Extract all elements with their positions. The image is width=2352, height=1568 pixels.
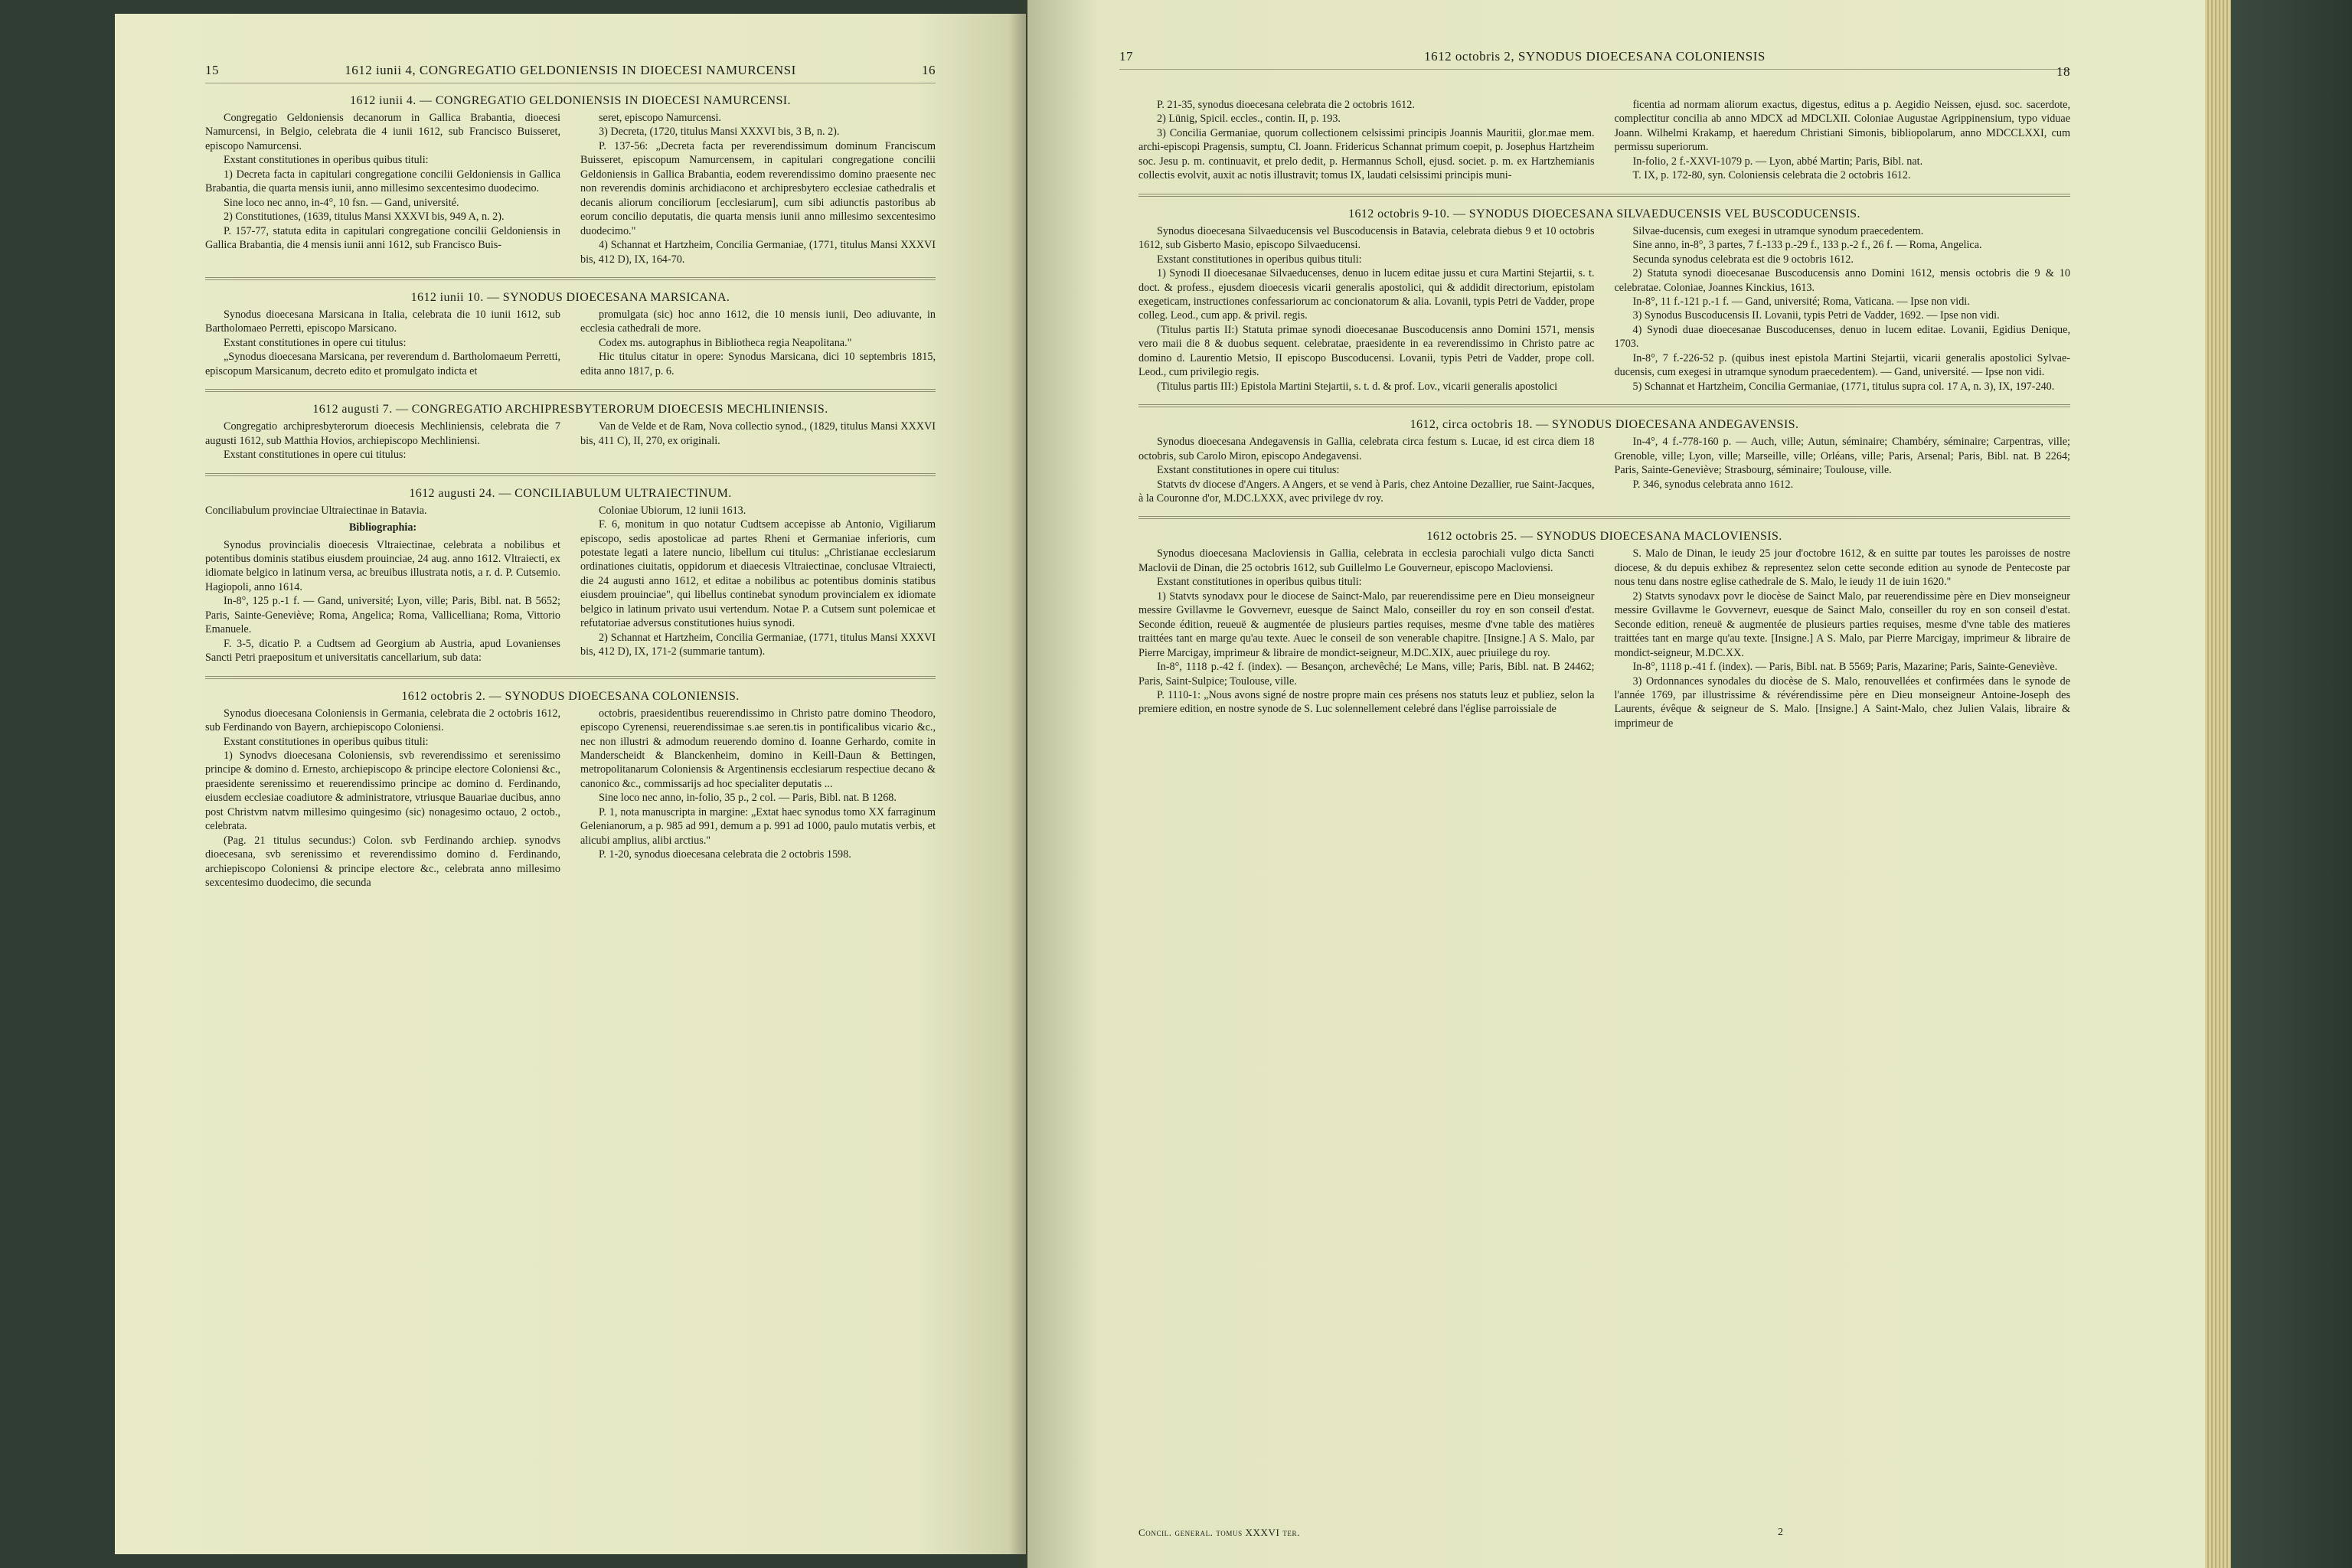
footer-signature: Concil. general. tomus XXXVI ter. [1138,1527,1300,1538]
paragraph: Synodus dioecesana Silvaeducensis vel Buscoducensis in Batavia, celebrata diebus 9 et 10 octobris 1612, sub Gisberto Masio, episcopo Silvaeducensi. [1138,224,1595,252]
entry-column-2 [1615,98,2071,183]
running-head-right [1119,38,2070,79]
paragraph: In-8°, 11 f.-121 p.-1 f. — Gand, université; Roma, Vaticana. — Ipse non vidi. [1632,295,1970,308]
paragraph: In-folio, 2 f.-XXVI-1079 p. — Lyon, abbé Martin; Paris, Bibl. nat. [1632,155,1923,168]
page-edges [2205,0,2231,1568]
paragraph: (Titulus partis II:) Statuta primae synodi dioecesanae Buscoducensis anno Domini 1571, mensis vero maii die 8 & duobus sequent. celebratae, praesidente in ea reverendissimo in Christo patre ac domino d. Laurentio Metsio, II episcopo Buscoducensi. Lovanii, typis Petri de Vadder, prope coll. Leod., cum privilegio regis. [1138,323,1595,379]
entry-column-2 [580,504,936,665]
entry-column-1 [205,308,560,378]
paragraph: F. 6, monitum in quo notatur Cudtsem accepisse ab Antonio, Vigiliarum episcopo, sedis apostolicae ad partes Rheni et Germaniae inferioris, cum potestate legati a latere nuncio, libellum cui titulus: „Christianae ecclesiarum ordinationes ciuitatis, oppidorum et diaecesis Vltraiectinae, conclusae Vltraiecti, die 24 augusti anno 1612, et editae a nobilibus ac potentibus dominis statibus eiusdem prouinciae", qui libellus continebat synodum provincialem ex idiomate belgico in latinum privato usui vertendum. Notae P. a Cutsem sunt polemicae et refutatoriae adversus constitutiones huius synodi. [580,518,936,630]
paragraph: Exstant constitutiones in operibus quibus tituli: [1157,576,1362,589]
entry-columns [205,111,936,266]
entry [1138,418,2070,505]
paragraph: P. 1-20, synodus dioecesana celebrata die 2 octobris 1598. [599,848,851,861]
paragraph: P. 346, synodus celebrata anno 1612. [1632,478,1794,491]
column-number: 18 [2056,64,2070,79]
paragraph: 3) Ordonnances synodales du diocèse de S. Malo, renouvellées et confirmées dans le synode de l'année 1769, par illustrissime & révérendissime père en Dieu monseigneur Antoine-Joseph des Laurents, évêque & seigneur de S. Malo. [Insigne.] A Saint-Malo, chez Julien Valais, libraire & imprimeur de [1614,675,2070,730]
section-divider [205,676,936,679]
entry [205,690,936,890]
section-divider [1138,404,2070,407]
entry-column-2 [1615,224,2071,394]
entry-title: 1612 octobris 2. — SYNODUS DIOECESANA COLONIENSIS. [401,689,740,703]
paragraph: 5) Schannat et Hartzheim, Concilia Germaniae, (1771, titulus supra col. 17 A, n. 3), IX, 197-240. [1632,380,2055,393]
paragraph: Exstant constitutiones in operibus quibus tituli: [224,735,429,748]
entry-column-1 [205,707,560,890]
entry-column-2 [580,308,936,378]
paragraph: F. 3-5, dicatio P. a Cudtsem ad Georgium ab Austria, apud Lovanienses Sancti Petri praepositum et universitatis cancellarium, sub data: [205,637,560,665]
paragraph: Codex ms. autographus in Bibliotheca regia Neapolitana." [599,336,852,349]
entry [205,94,936,266]
entry-title: 1612 augusti 7. — CONGREGATIO ARCHIPRESBYTERORUM DIOECESIS MECHLINIENSIS. [312,403,828,416]
paragraph: Exstant constitutiones in opere cui titulus: [1157,464,1340,477]
page-number: 17 [1119,49,1133,64]
paragraph: 3) Concilia Germaniae, quorum collectionem celsissimi principis Joannis Mauritii, glor.mae mem. archi-episcopi Pragensis, sumptu, Cl. Joann. Fridericus Schannat primum coepit, p. Josephus Hartzheim soc. Jesu p. m. continuavit, et prelo dedit, p. Hermannus Scholl, ejusd. societ. p. m. ex Hartzhemianis collectis evolvit, auxit ac notis illustravit; tomus IX, laudati celsissimi principis muni- [1138,126,1595,182]
entry-column-1 [1138,98,1595,183]
paragraph: 1) Decreta facta in capitulari congregatione concilii Geldoniensis in Gallica Brabantia, die quarta mensis iunii, anno millesimo sexcentesimo duodecimo. [205,168,560,195]
paragraph: S. Malo de Dinan, le ieudy 25 jour d'octobre 1612, & en suitte par toutes les paroisses de nostre diocese, & du depuis exhibez & representez selon cette seconde edition au synode de Pentecoste par nous tenu dans nostre eglise cathedrale de S. Malo, le ieudy 11 de iuin 1620." [1614,547,2070,589]
section-divider [205,277,936,280]
entry-column-2 [1615,547,2071,730]
paragraph: Coloniae Ubiorum, 12 iunii 1613. [599,504,746,517]
entry-column-2 [580,420,936,462]
paragraph: 4) Synodi duae dioecesanae Buscoducenses, denuo in lucem editae. Lovanii, Egidius Denique, 1703. [1614,323,2070,351]
entry-column-1 [1138,224,1595,394]
column-number: 16 [922,63,936,77]
paragraph: octobris, praesidentibus reuerendissimo in Christo patre domino Theodoro, episcopo Cyrenensi, reuerendissimae s.ae seren.tis in pontificalibus vicario &c., nec non illustri & admodum reuerendo domino d. Ioanne Gerhardo, comite in Manderscheidt & Blanckenheim, domino in Keill-Daun & Bettingen, metropolitanarum Coloniensis & Argentinensis ecclesiarum respectiue decano & canonico &c., commissarijs ad hoc specialiter deputatis ... [580,707,936,790]
paragraph: Congregatio Geldoniensis decanorum in Gallica Brabantia, dioecesi Namurcensi, in Belgio, celebrata die 4 iunii 1612, sub Francisco Buisseret, episcopo Namurcensi. [205,112,560,152]
entry-title: 1612 augusti 24. — CONCILIABULUM ULTRAIECTINUM. [409,486,732,500]
paragraph: Sine loco nec anno, in-folio, 35 p., 2 col. — Paris, Bibl. nat. B 1268. [599,792,897,805]
running-title: 1612 iunii 4, CONGREGATIO GELDONIENSIS IN DIOECESI NAMURCENSI [345,63,796,77]
paragraph: In-8°, 125 p.-1 f. — Gand, université; Lyon, ville; Paris, Bibl. nat. B 5652; Paris, Sainte-Geneviève; Roma, Angelica; Roma, Vallicelliana; Roma, Vittorio Emanuele. [205,595,560,636]
entry-columns [1138,98,2070,183]
gathering-mark: 2 [1778,1527,1783,1538]
paragraph: 2) Schannat et Hartzheim, Concilia Germaniae, (1771, titulus Mansi XXXVI bis, 412 D), IX, 171-2 (summarie tantum). [580,631,936,658]
paragraph: Sine loco nec anno, in-4°, 10 fsn. — Gand, université. [224,196,459,209]
entry [1138,98,2070,183]
paragraph: In-8°, 1118 p.-42 f. (index). — Besançon, archevêché; Le Mans, ville; Paris, Bibl. nat. B 24462; Paris, Saint-Sulpice; Toulouse, ville. [1138,661,1595,688]
entry [205,291,936,378]
paragraph: P. 21-35, synodus dioecesana celebrata die 2 octobris 1612. [1157,99,1415,111]
entry-title: 1612, circa octobris 18. — SYNODUS DIOECESANA ANDEGAVENSIS. [1410,418,1799,432]
paragraph: promulgata (sic) hoc anno 1612, die 10 mensis iunii, Deo adiuvante, in ecclesia cathedrali de more. [580,308,936,335]
entry [205,487,936,665]
page-number: 15 [205,63,219,77]
entry-title: 1612 octobris 9-10. — SYNODUS DIOECESANA SILVAEDUCENSIS VEL BUSCODUCENSIS. [1348,207,1860,220]
paragraph: Exstant constitutiones in operibus quibus tituli: [1157,253,1362,266]
paragraph: 3) Decreta, (1720, titulus Mansi XXXVI bis, 3 B, n. 2). [599,126,840,139]
entry-column-1 [1138,547,1595,730]
paragraph: 2) Lünig, Spicil. eccles., contin. II, p. 193. [1157,113,1341,126]
paragraph: Synodus dioecesana Andegavensis in Gallia, celebrata circa festum s. Lucae, id est circa diem 18 octobris, sub Carolo Miron, episcopo Andegavensi. [1138,436,1595,462]
entry-columns [205,707,936,890]
entry-title: 1612 iunii 4. — CONGREGATIO GELDONIENSIS IN DIOECESI NAMURCENSI. [350,94,791,107]
right-page [1027,0,2223,1568]
entry-columns [1138,547,2070,730]
paragraph: T. IX, p. 172-80, syn. Coloniensis celebrata die 2 octobris 1612. [1632,169,1911,182]
book-cover [2231,0,2352,1568]
entry-column-2 [1615,435,2071,505]
entry-column-1 [205,420,560,462]
paragraph: 4) Schannat et Hartzheim, Concilia Germaniae, (1771, titulus Mansi XXXVI bis, 412 D), IX, 164-70. [580,239,936,266]
entry-column-1 [1138,435,1595,505]
paragraph: Exstant constitutiones in operibus quibus tituli: [224,154,429,167]
entry-column-2 [580,111,936,266]
section-divider [205,389,936,392]
paragraph: „Synodus dioecesana Marsicana, per reverendum d. Bartholomaeum Perretti, episcopum Marsicanum, decreto edito et promulgato indicta et [205,351,560,377]
section-divider [1138,194,2070,197]
running-head-left [205,52,936,83]
running-title: 1612 octobris 2, SYNODUS DIOECESANA COLONIENSIS [1424,49,1766,64]
section-divider [205,473,936,476]
right-page-body [1138,98,2070,1522]
entry [1138,207,2070,394]
paragraph: ficentia ad normam aliorum exactus, digestus, editus a p. Aegidio Neissen, ejusd. soc. sacerdote, complectitur concilia ab anno MDCX ad MDCLXII. Coloniae Augustae Agrippinensium, typo viduae Joann. Wilhelmi Krakamp, et haeredum Christiani Simonis, bibliopolarum, anno MDCCLXXI, cum permissu superiorum. [1614,99,2070,154]
paragraph: In-4°, 4 f.-778-160 p. — Auch, ville; Autun, séminaire; Chambéry, séminaire; Carpentras, ville; Grenoble, ville; Lyon, ville; Marseille, ville; Orléans, ville; Paris, Arsenal; Paris, Bibl. nat. B 2264; Paris, Sainte-Geneviève; Strasbourg, séminaire; Toulouse, ville. [1614,436,2070,477]
paragraph: 2) Statuta synodi dioecesanae Buscoducensis anno Domini 1612, mensis octobris die 9 & 10 celebratae. Coloniae, Joannes Kinckius, 1613. [1614,267,2070,294]
entry-column-1 [205,504,560,665]
entry-columns [1138,224,2070,394]
entry [205,403,936,462]
entry-intro: Conciliabulum provinciae Ultraiectinae in Batavia. [205,504,427,517]
paragraph: Exstant constitutiones in opere cui titulus: [224,336,407,349]
paragraph: P. 157-77, statuta edita in capitulari congregatione concilii Geldoniensis in Gallica Brabantia, die 4 mensis iunii anni 1612, sub Francisco Buis- [205,224,560,252]
paragraph: Synodus dioecesana Coloniensis in Germania, celebrata die 2 octobris 1612, sub Ferdinando von Bayern, archiepiscopo Coloniensi. [205,707,560,734]
entry [1138,530,2070,730]
paragraph: Van de Velde et de Ram, Nova collectio synod., (1829, titulus Mansi XXXVI bis, 411 C), II, 270, ex originali. [580,420,936,447]
entry-title: 1612 iunii 10. — SYNODUS DIOECESANA MARSICANA. [410,290,730,304]
paragraph: Sine anno, in-8°, 3 partes, 7 f.-133 p.-29 f., 133 p.-2 f., 26 f. — Roma, Angelica. [1632,239,1982,252]
paragraph: P. 1110-1: „Nous avons signé de nostre propre main ces présens nos statuts leuz et publiez, selon la premiere edition, en nostre synode de S. Luc solennellement celebré dans l'église parroissiale de [1138,688,1595,716]
paragraph: Synodus provincialis dioecesis Vltraiectinae, celebrata a nobilibus et potentibus dominis statibus eiusdem prouinciae, 24 aug. anno 1612. Vltraiecti, ex idiomate belgico in latinum versa, ac breuibus illustrata notis, a r. d. P. Cutsemio. Hagiopoli, anno 1614. [205,538,560,593]
paragraph: Statvts dv diocese d'Angers. A Angers, et se vend à Paris, chez Antoine Dezallier, rue Saint-Jacques, à la Couronne d'or, M.DC.LXXX, avec privilege dv roy. [1138,478,1595,505]
paragraph: (Titulus partis III:) Epistola Martini Stejartii, s. t. d. & prof. Lov., vicarii generalis apostolici [1157,380,1558,393]
section-divider [1138,516,2070,519]
paragraph: 2) Constitutiones, (1639, titulus Mansi XXXVI bis, 949 A, n. 2). [224,211,505,224]
paragraph: In-8°, 7 f.-226-52 p. (quibus inest epistola Martini Stejartii, vicarii generalis apostolici Sylvae-ducensis, cum exegesi in utramque synodum praecedentem). — Gand, université. — Ipse non vidi. [1614,351,2070,379]
paragraph: P. 137-56: „Decreta facta per reverendissimum dominum Franciscum Buisseret, episcopum Namurcensem, in capitulari congregatione concilii Geldoniensis in Gallica Brabantia, eodem reverendissimo domino praesente nec non reverendis dominis archidiacono et archipresbytero ecclesiae cathedralis et decanis aliorum conciliorum [ecclesiarum], cum sibi adiunctis pastoribus ab eorum concilio deputatis, die quarta mensis iunii anno millesimo sexcentesimo duodecimo." [580,139,936,237]
paragraph: P. 1, nota manuscripta in margine: „Extat haec synodus tomo XX farraginum Gelenianorum, a p. 985 ad 991, demum a p. 991 ad 1000, paulo mutatis verbis, et alicubi amplius, alibi arctius." [580,805,936,847]
paragraph: 2) Statvts synodavx povr le diocèse de Sainct Malo, par reuerendissime père en Diev monseigneur messire Gvillavme le Govvernevr, euesque de Sainct Malo, conseiller du roy en son conseil d'estat. Seconde edition, reneuë & augmentée de plusieurs parties requises, mesme d'vne table des matieres traittées tant en marge qu'au texte. [Insigne.] A S. Malo, par Pierre Marcigay, imprimeur & libraire de mondict-seigneur, M.DC.XX. [1614,590,2070,659]
left-page [115,14,1026,1554]
entry-columns [1138,435,2070,505]
paragraph: 1) Synodi II dioecesanae Silvaeducenses, denuo in lucem editae jussu et cura Martini Stejartii, s. t. doct. & profess., ejusdem dioecesis vicarii generalis apostolici, qui & addidit directorium, epistolam exegeticam, instructiones confessariorum ac concionatorum & alia. Lovanii, typis Petri de Vadder, prope colleg. Leod., cum app. & privil. regis. [1138,267,1595,322]
entry-columns [205,308,936,378]
entry-subtitle: Bibliographia: [348,521,417,534]
paragraph: 3) Synodus Buscoducensis II. Lovanii, typis Petri de Vadder, 1692. — Ipse non vidi. [1632,309,2000,322]
paragraph: 1) Synodvs dioecesana Coloniensis, svb reverendissimo et serenissimo principe & domino d. Ernesto, archiepiscopo & principe electore Coloniensi &c., praesidente serenissimo et reuerendissimo principe ac domino d. Ferdinando, eiusdem ecclesiae coadiutore & administratore, vtriusque Bauariae ducibus, anno post Christvm natvm millesimo quingesimo (sic) nonagesimo octauo, 2 octob., celebrata. [205,749,560,833]
paragraph: seret, episcopo Namurcensi. [599,112,721,124]
paragraph: Exstant constitutiones in opere cui titulus: [224,449,407,462]
paragraph: Secunda synodus celebrata est die 9 octobris 1612. [1632,253,1854,266]
entry-columns [205,420,936,462]
paragraph: 1) Statvts synodavx pour le diocese de Sainct-Malo, par reuerendissime pere en Dieu monseigneur messire Gvillavme le Govvernevr, euesque de Sainct Malo, conseiller du roy en son conseil d'estat. Seconde édition, reueuë & augmentée de plusieurs parties requises, mesme d'vne table des matières traittées tant en marge qu'au texte. Auec le conseil de son venerable chapitre. [Insigne.] A S. Malo, par Pierre Marcigay, imprimeur & libraire de mondict-seigneur, M.DC.XIX, auec priuilege du roy. [1138,590,1595,659]
entry-title: 1612 octobris 25. — SYNODUS DIOECESANA MACLOVIENSIS. [1426,530,1782,544]
paragraph: Silvae-ducensis, cum exegesi in utramque synodum praecedentem. [1632,224,1924,237]
paragraph: (Pag. 21 titulus secundus:) Colon. svb Ferdinando archiep. synodvs dioecesana, svb serenissimo et reverendissimo domino d. Ferdinando, archiepiscopo Coloniensi & principe electore &c., celebrata anno millesimo sexcentesimo duodecimo, die secunda [205,834,560,890]
paragraph: Synodus dioecesana Marsicana in Italia, celebrata die 10 iunii 1612, sub Bartholomaeo Perretti, episcopo Marsicano. [205,308,560,335]
paragraph: Hic titulus citatur in opere: Synodus Marsicana, dici 10 septembris 1815, edita anno 1817, p. 6. [580,351,936,377]
entry-column-1 [205,111,560,266]
entry-columns [205,504,936,665]
paragraph: Synodus dioecesana Macloviensis in Gallia, celebrata in ecclesia parochiali vulgo dicta Sancti Maclovii de Dinan, die 25 octobris 1612, sub Guillelmo Le Gouverneur, episcopo Macloviensi. [1138,547,1595,574]
paragraph: In-8°, 1118 p.-41 f. (index). — Paris, Bibl. nat. B 5569; Paris, Mazarine; Paris, Sainte-Geneviève. [1632,661,2058,674]
paragraph: Congregatio archipresbyterorum dioecesis Mechliniensis, celebrata die 7 augusti 1612, sub Matthia Hovios, archiepiscopo Mechliniensi. [205,420,560,447]
left-page-body [205,94,936,1539]
entry-column-2 [580,707,936,890]
